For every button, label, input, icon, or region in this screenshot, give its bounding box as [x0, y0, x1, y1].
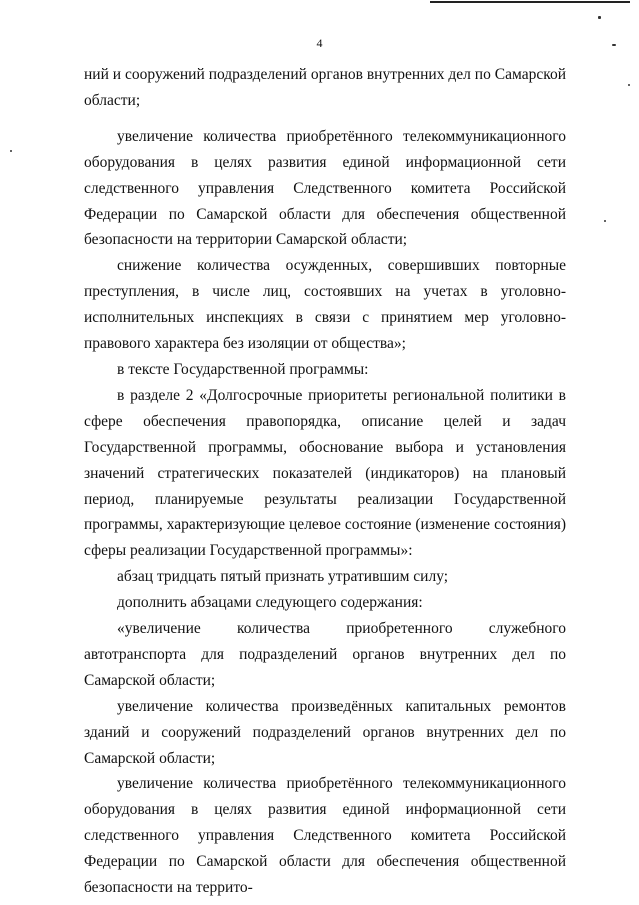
- paragraph: в разделе 2 «Долгосрочные приоритеты региональной политики в сфере обеспечения правопорядка, описание целей и задач Государственной программы, обоснование выбора и установления значений стратегических показателей (индикаторов) на плановый период, планируемые результаты реализации Государственной программы, характеризующие целевое состояние (изменение состояния) сферы реализации Государственной программы»:: [84, 386, 566, 560]
- paragraph: снижение количества осужденных, совершивших повторные преступления, в числе лиц, состоявших на учетах в уголовно-исполнительных инспекциях в связи с принятием мер уголовно-правового характера без изоляции от общества»;: [84, 257, 566, 353]
- paragraph: абзац тридцать пятый признать утратившим силу;: [117, 568, 449, 586]
- page-number: 4: [316, 36, 323, 50]
- paragraph: увеличение количества приобретённого телекоммуникационного оборудования в целях развития единой информационной сети следственного управления Следственного комитета Российской Федерации по Самарской области для обеспечения общественной безопасности на территории Самарской области;: [84, 127, 566, 249]
- scan-speck: [628, 84, 630, 86]
- paragraph: в тексте Государственной программы:: [117, 360, 369, 378]
- scan-speck: [598, 16, 601, 19]
- scan-speck: [604, 220, 606, 222]
- scan-speck: [10, 150, 12, 152]
- document-body: [84, 62, 566, 901]
- paragraph: дополнить абзацами следующего содержания:: [117, 594, 423, 612]
- paragraph: ний и сооружений подразделений органов внутренних дел по Самарской области;: [84, 66, 566, 109]
- paragraph: увеличение количества произведённых капитальных ремонтов зданий и сооружений подразделений органов внутренних дел по Самарской области;: [84, 697, 566, 767]
- paragraph: «увеличение количества приобретенного служебного автотранспорта для подразделений органов внутренних дел по Самарской области;: [84, 620, 566, 689]
- top-scan-rule: [430, 1, 630, 3]
- paragraph: увеличение количества приобретённого телекоммуникационного оборудования в целях развития единой информационной сети следственного управления Следственного комитета Российской Федерации по Самарской области для обеспечения общественной безопасности на террито-: [84, 775, 566, 897]
